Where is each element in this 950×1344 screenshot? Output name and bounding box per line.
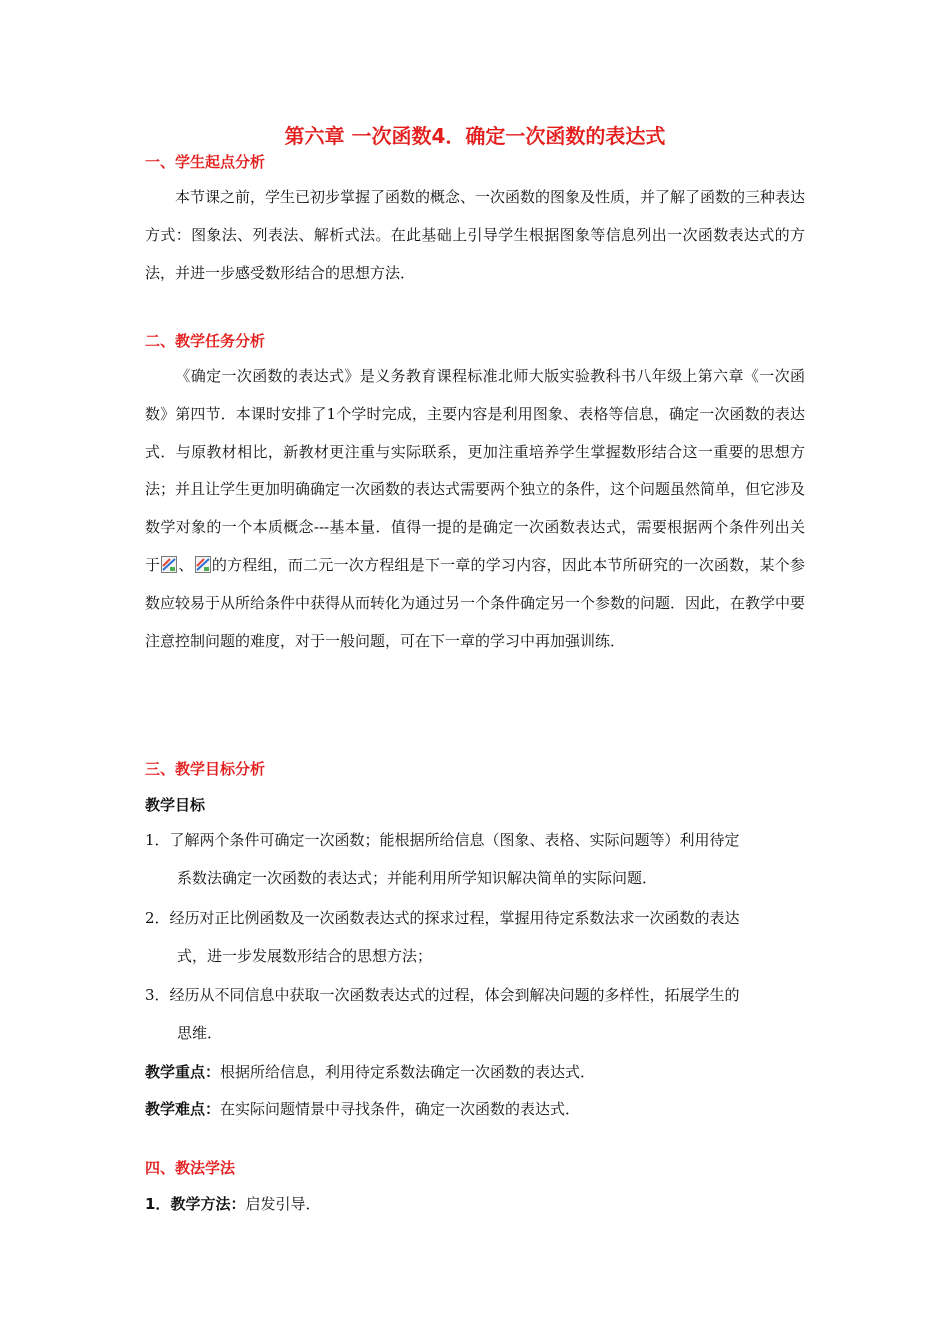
- method-item-text: 启发引导．: [245, 1195, 321, 1213]
- key-point-label: 教学重点：: [145, 1063, 221, 1081]
- difficulty-label: 教学难点：: [145, 1100, 221, 1118]
- goal-item-number: 2．: [145, 909, 170, 927]
- section-2-paragraph: [145, 358, 805, 660]
- goal-item-line1: 了解两个条件可确定一次函数；能根据所给信息（图象、表格、实际问题等）利用待定: [169, 831, 740, 849]
- goal-item-3: [145, 976, 805, 1052]
- page-title: 第六章 一次函数4．确定一次函数的表达式: [284, 124, 666, 148]
- section-2-heading: 二、教学任务分析: [145, 332, 266, 350]
- goal-item-1: [145, 821, 805, 897]
- difficulty-point: [145, 1090, 805, 1128]
- section-4-heading: 四、教法学法: [145, 1159, 236, 1177]
- section-2-text-part1: 《确定一次函数的表达式》是义务教育课程标准北师大版实验教科书八年级上第六章《一次函数》第四节．本课时安排了1个学时完成，主要内容是利用图象、表格等信息，确定一次函数的表达式．与原教材相比，新教材更注重与实际联系，更加注重培养学生掌握数形结合这一重要的思想方法；并且让学生更加明确确定一次函数的表达式需要两个独立的条件，这个问题虽然简单，但它涉及数学对象的一个本质概念---基本量．值得一提的是确定一次函数表达式，需要根据两个条件列出关于: [145, 367, 806, 574]
- difficulty-text: 在实际问题情景中寻找条件，确定一次函数的表达式．: [220, 1100, 581, 1118]
- goal-item-number: 3．: [145, 986, 170, 1004]
- section-2-separator: 、: [178, 555, 194, 574]
- goal-item-line1: 经历从不同信息中获取一次函数表达式的过程，体会到解决问题的多样性，拓展学生的: [169, 986, 740, 1004]
- goal-item-number: 1．: [145, 831, 170, 849]
- section-2-text-part2: 的方程组，而二元一次方程组是下一章的学习内容，因此本节所研究的一次函数，某个参数应较易于从所给条件中获得从而转化为通过另一个条件确定另一个参数的问题．因此，在教学中要注意控制问题的难度，对于一般问题，可在下一章的学习中再加强训练．: [145, 555, 806, 650]
- formula-image-icon: [161, 550, 177, 567]
- method-item-1: [145, 1185, 805, 1223]
- goal-item-line2: 式，进一步发展数形结合的思想方法；: [177, 947, 433, 965]
- key-point: [145, 1053, 805, 1091]
- method-item-number: 1．: [145, 1195, 171, 1213]
- section-1-heading: 一、学生起点分析: [145, 153, 266, 171]
- section-3-heading: 三、教学目标分析: [145, 760, 266, 778]
- section-1-paragraph: [145, 179, 805, 292]
- teaching-goals-subheading: 教学目标: [145, 796, 206, 814]
- method-item-label: 教学方法：: [170, 1195, 246, 1213]
- section-1-text: 本节课之前，学生已初步掌握了函数的概念、一次函数的图象及性质，并了解了函数的三种表达方式：图象法、列表法、解析式法。在此基础上引导学生根据图象等信息列出一次函数表达式的方法，并进一步感受数形结合的思想方法．: [145, 188, 806, 282]
- key-point-text: 根据所给信息，利用待定系数法确定一次函数的表达式．: [220, 1063, 596, 1081]
- goal-item-line2: 思维．: [177, 1024, 223, 1042]
- goal-item-2: [145, 899, 805, 975]
- goal-item-line2: 系数法确定一次函数的表达式；并能利用所学知识解决简单的实际问题．: [177, 869, 658, 887]
- formula-image-icon: [195, 550, 211, 567]
- goal-item-line1: 经历对正比例函数及一次函数表达式的探求过程，掌握用待定系数法求一次函数的表达: [169, 909, 740, 927]
